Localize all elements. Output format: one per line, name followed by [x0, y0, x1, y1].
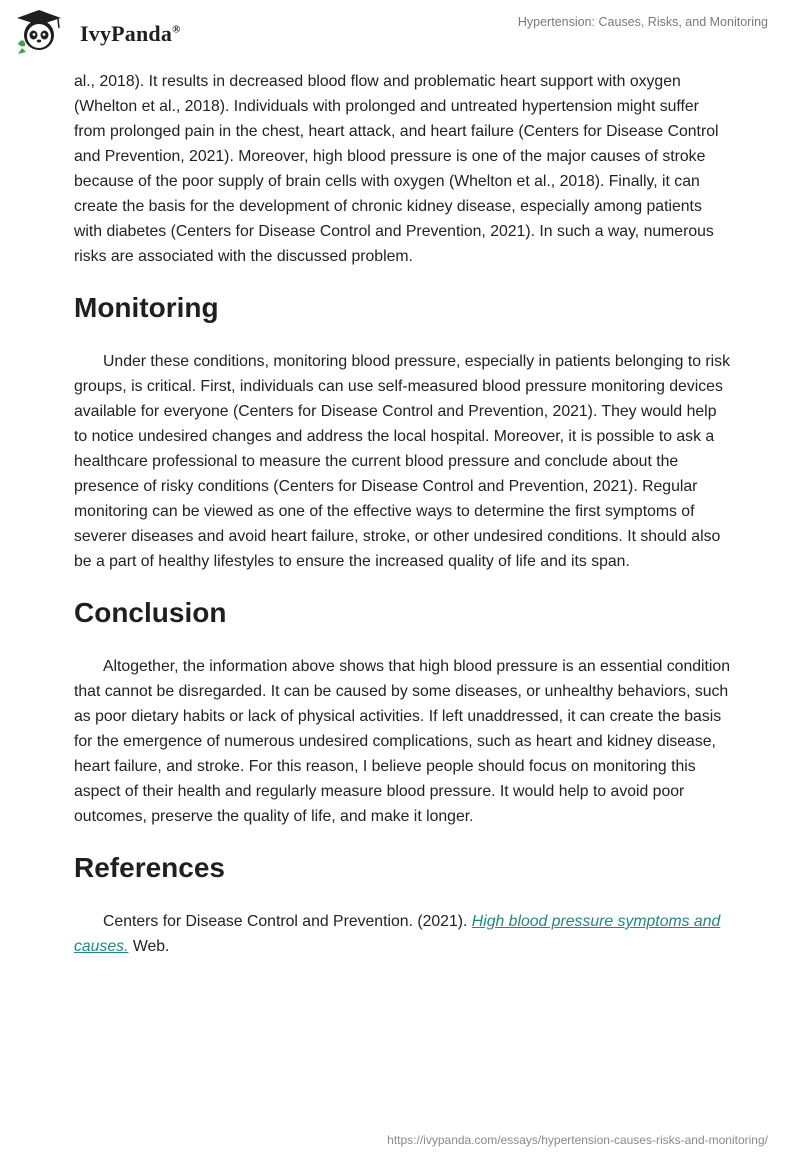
section-heading-conclusion: Conclusion	[74, 597, 227, 628]
intro-paragraph: al., 2018). It results in decreased blood flow and problematic heart support with oxygen (Whelton et al., 2018). Individuals with prolonged and untreated hypertension might suffer from prolonged pain in the chest, heart attack, and heart failure (Centers for Disease Control and Prevention, 2021). Moreover, high blood pressure is one of the major causes of stroke because of the poor supply of brain cells with oxygen (Whelton et al., 2018). Finally, it can create the basis for the development of chronic kidney disease, especially among patients with diabetes (Centers for Disease Control and Prevention, 2021). In such a way, numerous risks are associated with the discussed problem.	[74, 73, 719, 265]
conclusion-paragraph: Altogether, the information above shows that high blood pressure is an essential condition that cannot be disregarded. It can be caused by some diseases, or unhealthy behaviors, such as poor dietary habits or lack of physical activities. If left unaddressed, it can create the basis for the emergence of numerous undesired complications, such as heart and kidney disease, heart failure, and stroke. For this reason, I believe people should focus on monitoring this aspect of their health and regularly measure blood pressure. It would help to avoid poor outcomes, preserve the quality of life, and make it longer.	[74, 658, 731, 825]
essay-body	[74, 69, 734, 959]
monitoring-paragraph: Under these conditions, monitoring blood pressure, especially in patients belonging to risk groups, is critical. First, individuals can use self-measured blood pressure monitoring devices available for everyone (Centers for Disease Control and Prevention, 2021). They would help to notice undesired changes and address the local hospital. Moreover, it is possible to ask a healthcare professional to measure the current blood pressure and conclude about the presence of risky conditions (Centers for Disease Control and Prevention, 2021). Regular monitoring can be viewed as one of the effective ways to determine the first symptoms of severer diseases and avoid heart failure, stroke, or other undesired conditions. It should also be a part of healthy lifestyles to ensure the increased quality of life and its span.	[74, 353, 730, 570]
page-header	[0, 0, 800, 66]
reference-entry	[74, 909, 734, 959]
reference-link[interactable]: High blood pressure symptoms and causes.	[74, 913, 721, 955]
brand-name: IvyPanda®	[80, 21, 181, 46]
reference-suffix: Web.	[128, 938, 170, 955]
panda-logo-icon	[14, 8, 70, 54]
section-heading-monitoring: Monitoring	[74, 292, 219, 323]
brand-logo[interactable]	[14, 8, 214, 58]
document-title: Hypertension: Causes, Risks, and Monitoring	[517, 15, 768, 29]
footer-url[interactable]: https://ivypanda.com/essays/hypertension-causes-risks-and-monitoring/	[387, 1133, 768, 1147]
reference-citation: Centers for Disease Control and Prevention. (2021).	[103, 913, 472, 930]
registered-mark: ®	[172, 23, 181, 36]
section-heading-references: References	[74, 852, 225, 883]
